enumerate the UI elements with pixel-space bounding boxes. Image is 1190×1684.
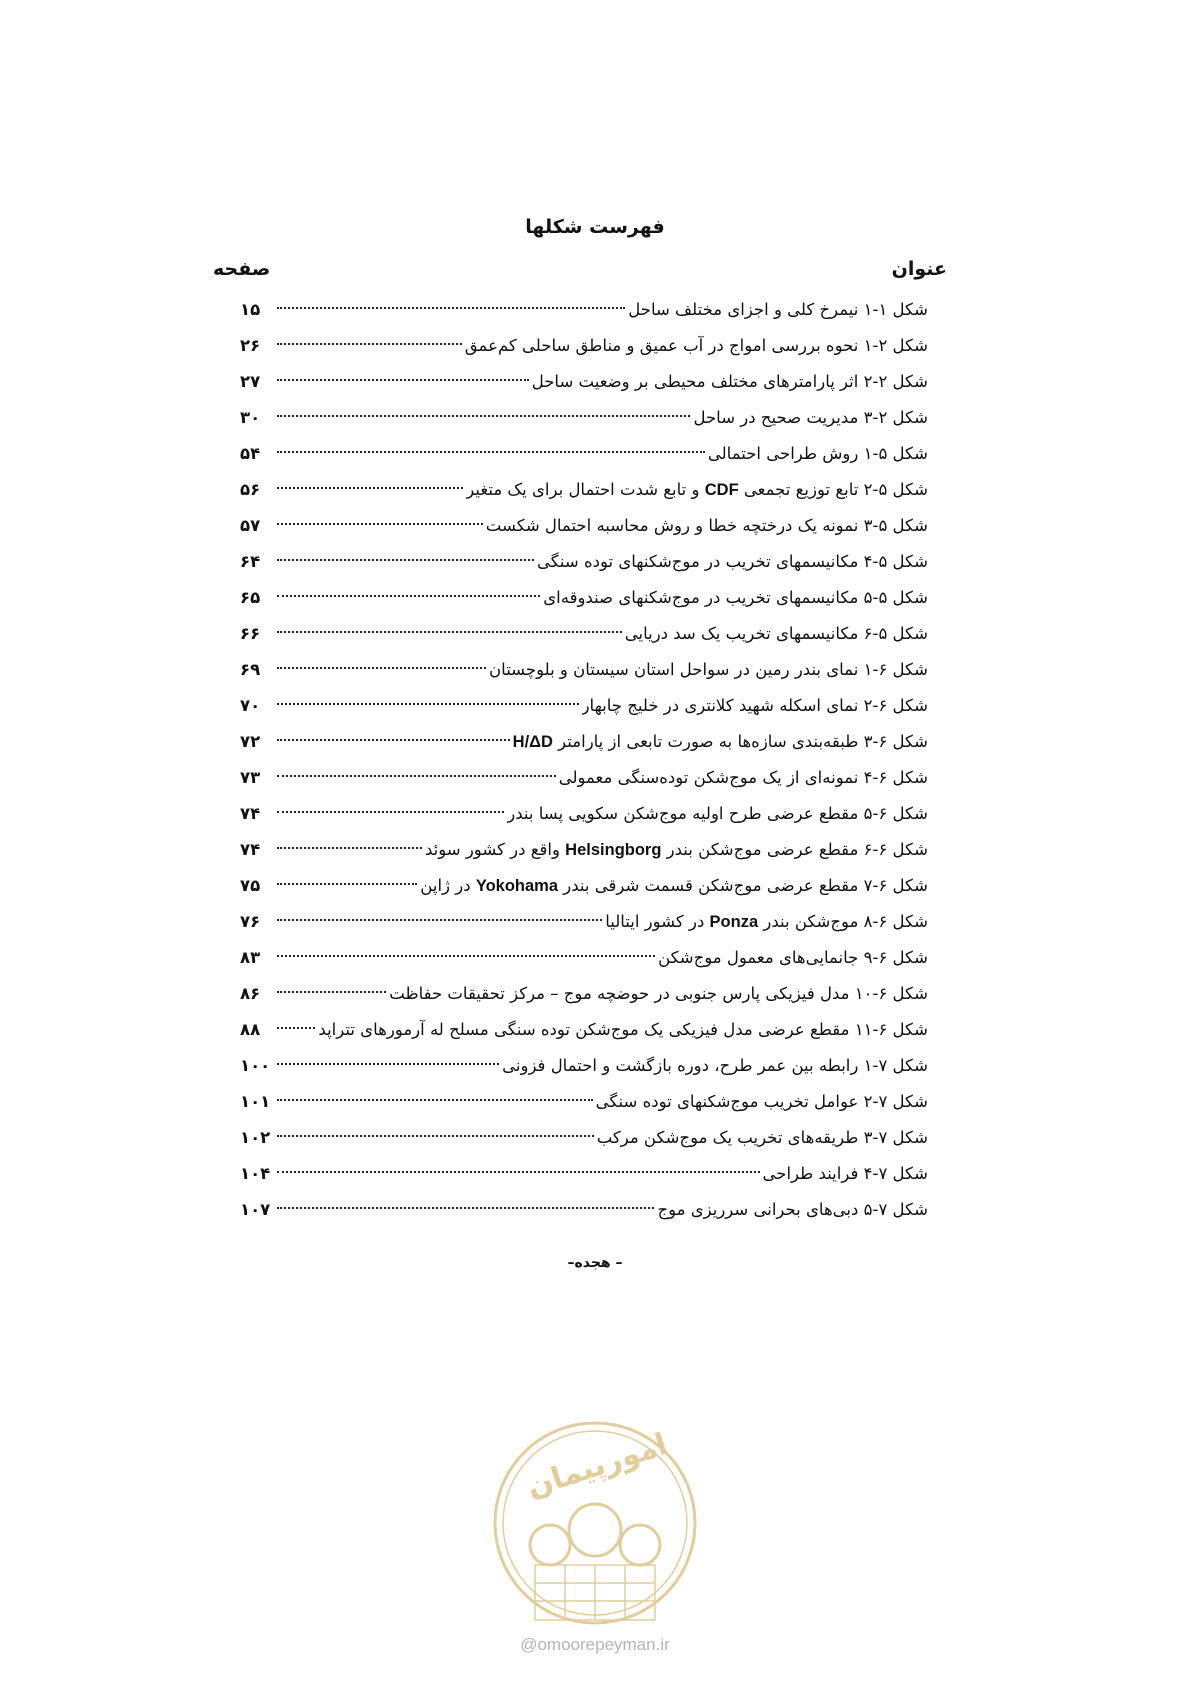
dot-leader bbox=[277, 1135, 594, 1137]
figure-entry bbox=[240, 1048, 928, 1084]
figure-entry-page: ۱۰۷ bbox=[240, 1200, 271, 1219]
watermark-seal bbox=[490, 1405, 700, 1640]
figure-entry-page: ۷۴ bbox=[240, 840, 261, 859]
dot-leader bbox=[277, 523, 483, 525]
figure-entry-title: شکل ۲-۳ مدیریت صحیح در ساحل bbox=[693, 408, 928, 427]
page-number-footer: – هجده– bbox=[567, 1255, 623, 1271]
dot-leader bbox=[277, 451, 705, 453]
dot-leader bbox=[277, 487, 463, 489]
figure-entry bbox=[240, 364, 928, 400]
dot-leader bbox=[277, 379, 529, 381]
dot-leader bbox=[277, 919, 602, 921]
figure-entry-title: شکل ۶-۵ مقطع عرضی طرح اولیه موج‌شکن سکویی پسا بندر bbox=[507, 804, 928, 823]
figure-entry-page: ۱۰۰ bbox=[240, 1056, 271, 1075]
figure-entry-title: شکل ۷-۵ دبی‌های بحرانی سرریزی موج bbox=[657, 1200, 928, 1219]
figure-entry bbox=[240, 1192, 928, 1228]
figure-entry-title: شکل ۵-۲ تابع توزیع تجمعی CDF و تابع شدت احتمال برای یک متغیر bbox=[466, 480, 928, 499]
figure-entry bbox=[240, 1012, 928, 1048]
figure-entry-page: ۱۵ bbox=[240, 300, 261, 319]
figure-entry bbox=[240, 580, 928, 616]
dot-leader bbox=[277, 1063, 499, 1065]
dot-leader bbox=[277, 415, 690, 417]
figure-entry-title: شکل ۶-۶ مقطع عرضی موج‌شکن بندر Helsingborg واقع در کشور سوئد bbox=[424, 840, 928, 859]
figure-entry bbox=[240, 1120, 928, 1156]
figure-entry bbox=[240, 760, 928, 796]
figure-entry-title: شکل ۶-۱۱ مقطع عرضی مدل فیزیکی یک موج‌شکن توده سنگی مسلح له آرمورهای تتراپد bbox=[318, 1020, 928, 1039]
dot-leader bbox=[277, 559, 534, 561]
title-column-header: عنوان bbox=[891, 258, 947, 280]
figure-entry-title: شکل ۶-۲ نمای اسکله شهید کلانتری در خلیج چابهار bbox=[581, 696, 928, 715]
dot-leader bbox=[277, 595, 540, 597]
dot-leader bbox=[277, 955, 655, 957]
dot-leader bbox=[277, 631, 622, 633]
figure-entry-page: ۷۴ bbox=[240, 804, 261, 823]
figure-entry-page: ۶۶ bbox=[240, 624, 261, 643]
figure-entry-title: شکل ۵-۶ مکانیسمهای تخریب یک سد دریایی bbox=[624, 624, 928, 643]
gear-icon bbox=[530, 1504, 660, 1565]
grid-pattern bbox=[535, 1565, 655, 1620]
figure-entry-page: ۸۶ bbox=[240, 984, 261, 1003]
figure-entry bbox=[240, 976, 928, 1012]
figure-entry-page: ۲۷ bbox=[240, 372, 261, 391]
figure-entry-page: ۵۷ bbox=[240, 516, 261, 535]
dot-leader bbox=[277, 847, 422, 849]
seal-logo-text: امورپیمان bbox=[522, 1426, 672, 1506]
figure-entry-title: شکل ۶-۱ نمای بندر رمین در سواحل استان سیستان و بلوچستان bbox=[489, 660, 928, 679]
figure-entry-page: ۷۰ bbox=[240, 696, 261, 715]
figure-entry-title: شکل ۷-۲ عوامل تخریب موج‌شکنهای توده سنگی bbox=[595, 1092, 928, 1111]
dot-leader bbox=[277, 343, 462, 345]
figure-entry bbox=[240, 544, 928, 580]
figure-entry bbox=[240, 436, 928, 472]
figure-entry bbox=[240, 328, 928, 364]
figure-entry-title: شکل ۶-۷ مقطع عرضی موج‌شکن قسمت شرقی بندر Yokohama در ژاپن bbox=[420, 876, 928, 895]
dot-leader bbox=[277, 703, 579, 705]
figure-entry-page: ۷۵ bbox=[240, 876, 261, 895]
dot-leader bbox=[277, 307, 625, 309]
figure-entry-title: شکل ۶-۹ جانمایی‌های معمول موج‌شکن bbox=[658, 948, 928, 967]
figure-entry bbox=[240, 292, 928, 328]
figure-entry-page: ۳۰ bbox=[240, 408, 261, 427]
figure-entry bbox=[240, 796, 928, 832]
dot-leader bbox=[277, 811, 504, 813]
figure-entry-page: ۸۳ bbox=[240, 948, 261, 967]
figure-entry-title: شکل ۶-۴ نمونه‌ای از یک موج‌شکن توده‌سنگی معمولی bbox=[558, 768, 928, 787]
dot-leader bbox=[277, 739, 510, 741]
figure-entry-page: ۵۴ bbox=[240, 444, 261, 463]
dot-leader bbox=[277, 991, 386, 993]
figure-entry-page: ۱۰۴ bbox=[240, 1164, 271, 1183]
figure-entry bbox=[240, 400, 928, 436]
dot-leader bbox=[277, 883, 417, 885]
figure-entry-title: شکل ۵-۳ نمونه یک درختچه خطا و روش محاسبه احتمال شکست bbox=[485, 516, 928, 535]
figure-entry-title: شکل ۵-۴ مکانیسمهای تخریب در موج‌شکنهای توده سنگی bbox=[537, 552, 928, 571]
figure-entry bbox=[240, 904, 928, 940]
figure-entry-page: ۲۶ bbox=[240, 336, 261, 355]
figure-entry bbox=[240, 724, 928, 760]
figure-entry bbox=[240, 868, 928, 904]
figure-entry-title: شکل ۷-۱ رابطه بین عمر طرح، دوره بازگشت و احتمال فزونی bbox=[502, 1056, 928, 1075]
figure-entry-title: شکل ۶-۳ طبقه‌بندی سازه‌ها به صورت تابعی از پارامتر H/ΔD bbox=[512, 732, 928, 751]
figure-entry bbox=[240, 472, 928, 508]
figure-entry-page: ۷۲ bbox=[240, 732, 261, 751]
figure-entry-page: ۷۶ bbox=[240, 912, 261, 931]
dot-leader bbox=[277, 1207, 654, 1209]
figure-entry-page: ۶۵ bbox=[240, 588, 261, 607]
figure-entry-page: ۶۴ bbox=[240, 552, 261, 571]
figure-entry-title: شکل ۷-۳ طریقه‌های تخریب یک موج‌شکن مرکب bbox=[596, 1128, 928, 1147]
figure-entry bbox=[240, 1084, 928, 1120]
dot-leader bbox=[277, 1099, 593, 1101]
page-title: فهرست شکلها bbox=[525, 216, 665, 238]
dot-leader bbox=[277, 1027, 315, 1029]
figure-entry-title: شکل ۷-۴ فرایند طراحی bbox=[762, 1164, 928, 1183]
figure-entry-page: ۱۰۱ bbox=[240, 1092, 271, 1111]
page-column-header: صفحه bbox=[213, 258, 271, 280]
dot-leader bbox=[277, 775, 556, 777]
figure-entry-title: شکل ۵-۱ روش طراحی احتمالی bbox=[707, 444, 928, 463]
figure-entry-page: ۶۹ bbox=[240, 660, 261, 679]
figure-list bbox=[240, 292, 928, 1228]
figure-entry-page: ۷۳ bbox=[240, 768, 261, 787]
figure-entry-title: شکل ۱-۱ نیمرخ کلی و اجزای مختلف ساحل bbox=[628, 300, 928, 319]
figure-entry bbox=[240, 508, 928, 544]
figure-entry-title: شکل ۲-۱ نحوه بررسی امواج در آب عمیق و مناطق ساحلی کم‌عمق bbox=[464, 336, 928, 355]
figure-entry-title: شکل ۶-۱۰ مدل فیزیکی پارس جنوبی در حوضچه موج – مرکز تحقیقات حفاظت bbox=[389, 984, 928, 1003]
figure-entry bbox=[240, 1156, 928, 1192]
figure-entry bbox=[240, 940, 928, 976]
figure-entry-title: شکل ۲-۲ اثر پارامترهای مختلف محیطی بر وضعیت ساحل bbox=[531, 372, 928, 391]
figure-entry-title: شکل ۶-۸ موج‌شکن بندر Ponza در کشور ایتالیا bbox=[605, 912, 928, 931]
figure-entry-page: ۵۶ bbox=[240, 480, 261, 499]
dot-leader bbox=[277, 667, 486, 669]
figure-entry-title: شکل ۵-۵ مکانیسمهای تخریب در موج‌شکنهای صندوقه‌ای bbox=[543, 588, 928, 607]
figure-entry-page: ۱۰۲ bbox=[240, 1128, 271, 1147]
figure-entry bbox=[240, 832, 928, 868]
figure-entry bbox=[240, 616, 928, 652]
dot-leader bbox=[277, 1171, 760, 1173]
watermark-url: @omoorepeyman.ir bbox=[520, 1635, 670, 1654]
figure-entry-page: ۸۸ bbox=[240, 1020, 261, 1039]
figure-entry bbox=[240, 688, 928, 724]
figure-entry bbox=[240, 652, 928, 688]
